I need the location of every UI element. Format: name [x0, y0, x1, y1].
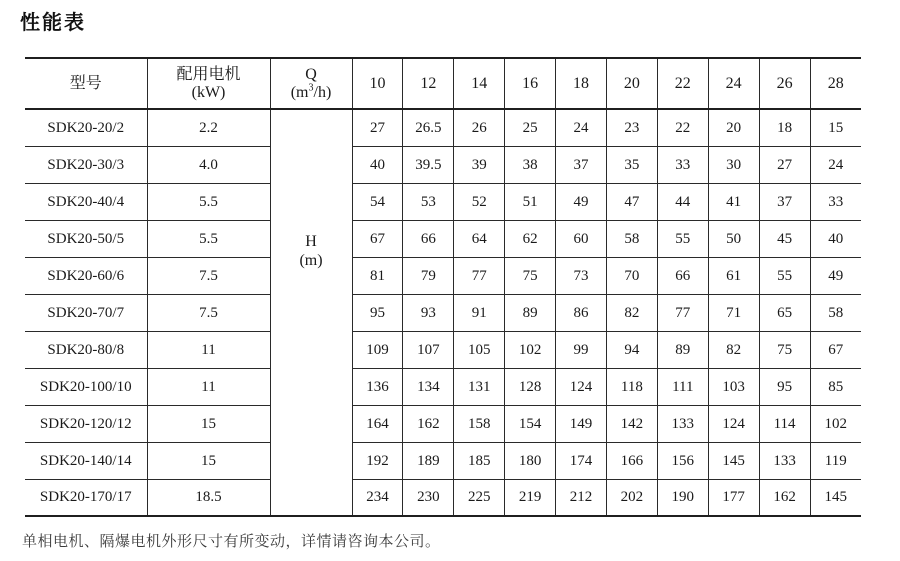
head-value-cell: 111 [657, 368, 708, 405]
head-value-cell: 85 [810, 368, 861, 405]
head-unit-label: H (m) [299, 233, 323, 269]
head-value-cell: 49 [810, 257, 861, 294]
head-value-cell: 82 [606, 294, 657, 331]
head-value-cell: 54 [352, 183, 403, 220]
head-value-cell: 124 [708, 405, 759, 442]
table-row [25, 257, 861, 294]
head-value-cell: 58 [606, 220, 657, 257]
head-value-cell: 133 [759, 442, 810, 479]
head-value-cell: 134 [403, 368, 454, 405]
head-value-cell: 109 [352, 331, 403, 368]
motor-power-cell: 15 [147, 442, 270, 479]
head-value-cell: 105 [454, 331, 505, 368]
head-value-cell: 50 [708, 220, 759, 257]
table-row [25, 183, 861, 220]
motor-power-cell: 7.5 [147, 257, 270, 294]
head-value-cell: 158 [454, 405, 505, 442]
head-value-cell: 27 [352, 109, 403, 146]
head-value-cell: 61 [708, 257, 759, 294]
head-value-cell: 89 [657, 331, 708, 368]
head-value-cell: 91 [454, 294, 505, 331]
model-cell: SDK20-120/12 [25, 405, 147, 442]
header-flow-symbol: Q [305, 65, 317, 83]
head-value-cell: 154 [505, 405, 556, 442]
head-value-cell: 190 [657, 479, 708, 516]
head-value-cell: 162 [403, 405, 454, 442]
head-value-cell: 71 [708, 294, 759, 331]
header-flow-value: 12 [403, 58, 454, 109]
table-row [25, 294, 861, 331]
motor-power-cell: 2.2 [147, 109, 270, 146]
head-value-cell: 58 [810, 294, 861, 331]
motor-power-cell: 15 [147, 405, 270, 442]
head-value-cell: 180 [505, 442, 556, 479]
head-value-cell: 75 [759, 331, 810, 368]
head-value-cell: 119 [810, 442, 861, 479]
table-row [25, 146, 861, 183]
head-value-cell: 47 [606, 183, 657, 220]
motor-power-cell: 11 [147, 331, 270, 368]
head-value-cell: 77 [454, 257, 505, 294]
head-value-cell: 44 [657, 183, 708, 220]
head-value-cell: 124 [556, 368, 607, 405]
performance-table [25, 57, 861, 517]
head-value-cell: 234 [352, 479, 403, 516]
model-cell: SDK20-40/4 [25, 183, 147, 220]
header-motor-line2: (kW) [191, 83, 226, 101]
head-value-cell: 192 [352, 442, 403, 479]
footnote: 单相电机、隔爆电机外形尺寸有所变动，详情请咨询本公司。 [22, 533, 441, 550]
head-value-cell: 79 [403, 257, 454, 294]
header-flow-value: 28 [810, 58, 861, 109]
table-body [25, 109, 861, 516]
table-row [25, 331, 861, 368]
head-value-cell: 18 [759, 109, 810, 146]
head-value-cell: 75 [505, 257, 556, 294]
head-value-cell: 24 [556, 109, 607, 146]
head-value-cell: 33 [810, 183, 861, 220]
model-cell: SDK20-20/2 [25, 109, 147, 146]
head-value-cell: 202 [606, 479, 657, 516]
head-value-cell: 177 [708, 479, 759, 516]
table-row [25, 368, 861, 405]
head-value-cell: 99 [556, 331, 607, 368]
flow-unit-superscript: 3 [308, 82, 314, 94]
head-value-cell: 39.5 [403, 146, 454, 183]
model-cell: SDK20-70/7 [25, 294, 147, 331]
head-value-cell: 33 [657, 146, 708, 183]
header-flow-unit: $(m^3/h)$ [290, 82, 332, 101]
head-value-cell: 51 [505, 183, 556, 220]
header-flow-value: 14 [454, 58, 505, 109]
head-value-cell: 39 [454, 146, 505, 183]
header-flow-value: 10 [352, 58, 403, 109]
motor-power-cell: 4.0 [147, 146, 270, 183]
table-row [25, 109, 861, 146]
motor-power-cell: 5.5 [147, 220, 270, 257]
head-value-cell: 162 [759, 479, 810, 516]
motor-power-cell: 7.5 [147, 294, 270, 331]
head-value-cell: 174 [556, 442, 607, 479]
head-value-cell: 45 [759, 220, 810, 257]
head-value-cell: 26 [454, 109, 505, 146]
head-value-cell: 40 [810, 220, 861, 257]
head-value-cell: 40 [352, 146, 403, 183]
head-value-cell: 66 [403, 220, 454, 257]
head-value-cell: 185 [454, 442, 505, 479]
head-value-cell: 95 [759, 368, 810, 405]
head-value-cell: 230 [403, 479, 454, 516]
head-value-cell: 26.5 [403, 109, 454, 146]
head-value-cell: 212 [556, 479, 607, 516]
head-value-cell: 82 [708, 331, 759, 368]
head-value-cell: 65 [759, 294, 810, 331]
head-value-cell: 37 [556, 146, 607, 183]
head-value-cell: 41 [708, 183, 759, 220]
head-value-cell: 24 [810, 146, 861, 183]
header-flow-value: 16 [505, 58, 556, 109]
table-row [25, 405, 861, 442]
head-value-cell: 22 [657, 109, 708, 146]
header-flow [270, 58, 352, 109]
head-value-cell: 77 [657, 294, 708, 331]
table-row [25, 442, 861, 479]
head-value-cell: 60 [556, 220, 607, 257]
head-value-cell: 27 [759, 146, 810, 183]
head-value-cell: 53 [403, 183, 454, 220]
head-value-cell: 95 [352, 294, 403, 331]
head-value-cell: 67 [810, 331, 861, 368]
head-value-cell: 219 [505, 479, 556, 516]
head-value-cell: 66 [657, 257, 708, 294]
head-value-cell: 114 [759, 405, 810, 442]
head-value-cell: 149 [556, 405, 607, 442]
head-value-cell: 52 [454, 183, 505, 220]
head-value-cell: 107 [403, 331, 454, 368]
model-cell: SDK20-60/6 [25, 257, 147, 294]
header-motor-line1: 配用电机 [176, 65, 241, 83]
head-value-cell: 131 [454, 368, 505, 405]
head-value-cell: 25 [505, 109, 556, 146]
head-value-cell: 133 [657, 405, 708, 442]
head-value-cell: 164 [352, 405, 403, 442]
head-value-cell: 37 [759, 183, 810, 220]
header-flow-value: 20 [606, 58, 657, 109]
motor-power-cell: 11 [147, 368, 270, 405]
head-value-cell: 35 [606, 146, 657, 183]
header-flow-value: 24 [708, 58, 759, 109]
model-cell: SDK20-80/8 [25, 331, 147, 368]
header-row [25, 58, 861, 109]
head-value-cell: 189 [403, 442, 454, 479]
table-row [25, 479, 861, 516]
head-value-cell: 93 [403, 294, 454, 331]
head-value-cell: 81 [352, 257, 403, 294]
head-value-cell: 102 [810, 405, 861, 442]
head-value-cell: 20 [708, 109, 759, 146]
head-value-cell: 38 [505, 146, 556, 183]
motor-power-cell: 18.5 [147, 479, 270, 516]
header-flow-value: 18 [556, 58, 607, 109]
head-value-cell: 30 [708, 146, 759, 183]
head-value-cell: 225 [454, 479, 505, 516]
head-value-cell: 73 [556, 257, 607, 294]
head-value-cell: 142 [606, 405, 657, 442]
header-flow-value: 22 [657, 58, 708, 109]
head-value-cell: 15 [810, 109, 861, 146]
head-value-cell: 156 [657, 442, 708, 479]
head-value-cell: 23 [606, 109, 657, 146]
model-cell: SDK20-30/3 [25, 146, 147, 183]
head-value-cell: 62 [505, 220, 556, 257]
head-value-cell: 70 [606, 257, 657, 294]
motor-power-cell: 5.5 [147, 183, 270, 220]
model-cell: SDK20-100/10 [25, 368, 147, 405]
head-value-cell: 166 [606, 442, 657, 479]
head-value-cell: 145 [810, 479, 861, 516]
head-value-cell: 94 [606, 331, 657, 368]
head-value-cell: 55 [759, 257, 810, 294]
head-unit-cell [270, 109, 352, 516]
header-model: 型号 [25, 58, 147, 109]
model-cell: SDK20-50/5 [25, 220, 147, 257]
header-motor-power [147, 58, 270, 109]
head-value-cell: 86 [556, 294, 607, 331]
head-value-cell: 49 [556, 183, 607, 220]
head-value-cell: 145 [708, 442, 759, 479]
head-value-cell: 136 [352, 368, 403, 405]
model-cell: SDK20-140/14 [25, 442, 147, 479]
head-value-cell: 128 [505, 368, 556, 405]
page-title: 性能表 [20, 12, 86, 34]
table-row [25, 220, 861, 257]
head-value-cell: 67 [352, 220, 403, 257]
header-flow-value: 26 [759, 58, 810, 109]
head-value-cell: 118 [606, 368, 657, 405]
head-value-cell: 102 [505, 331, 556, 368]
head-value-cell: 55 [657, 220, 708, 257]
model-cell: SDK20-170/17 [25, 479, 147, 516]
head-value-cell: 103 [708, 368, 759, 405]
head-value-cell: 89 [505, 294, 556, 331]
head-value-cell: 64 [454, 220, 505, 257]
